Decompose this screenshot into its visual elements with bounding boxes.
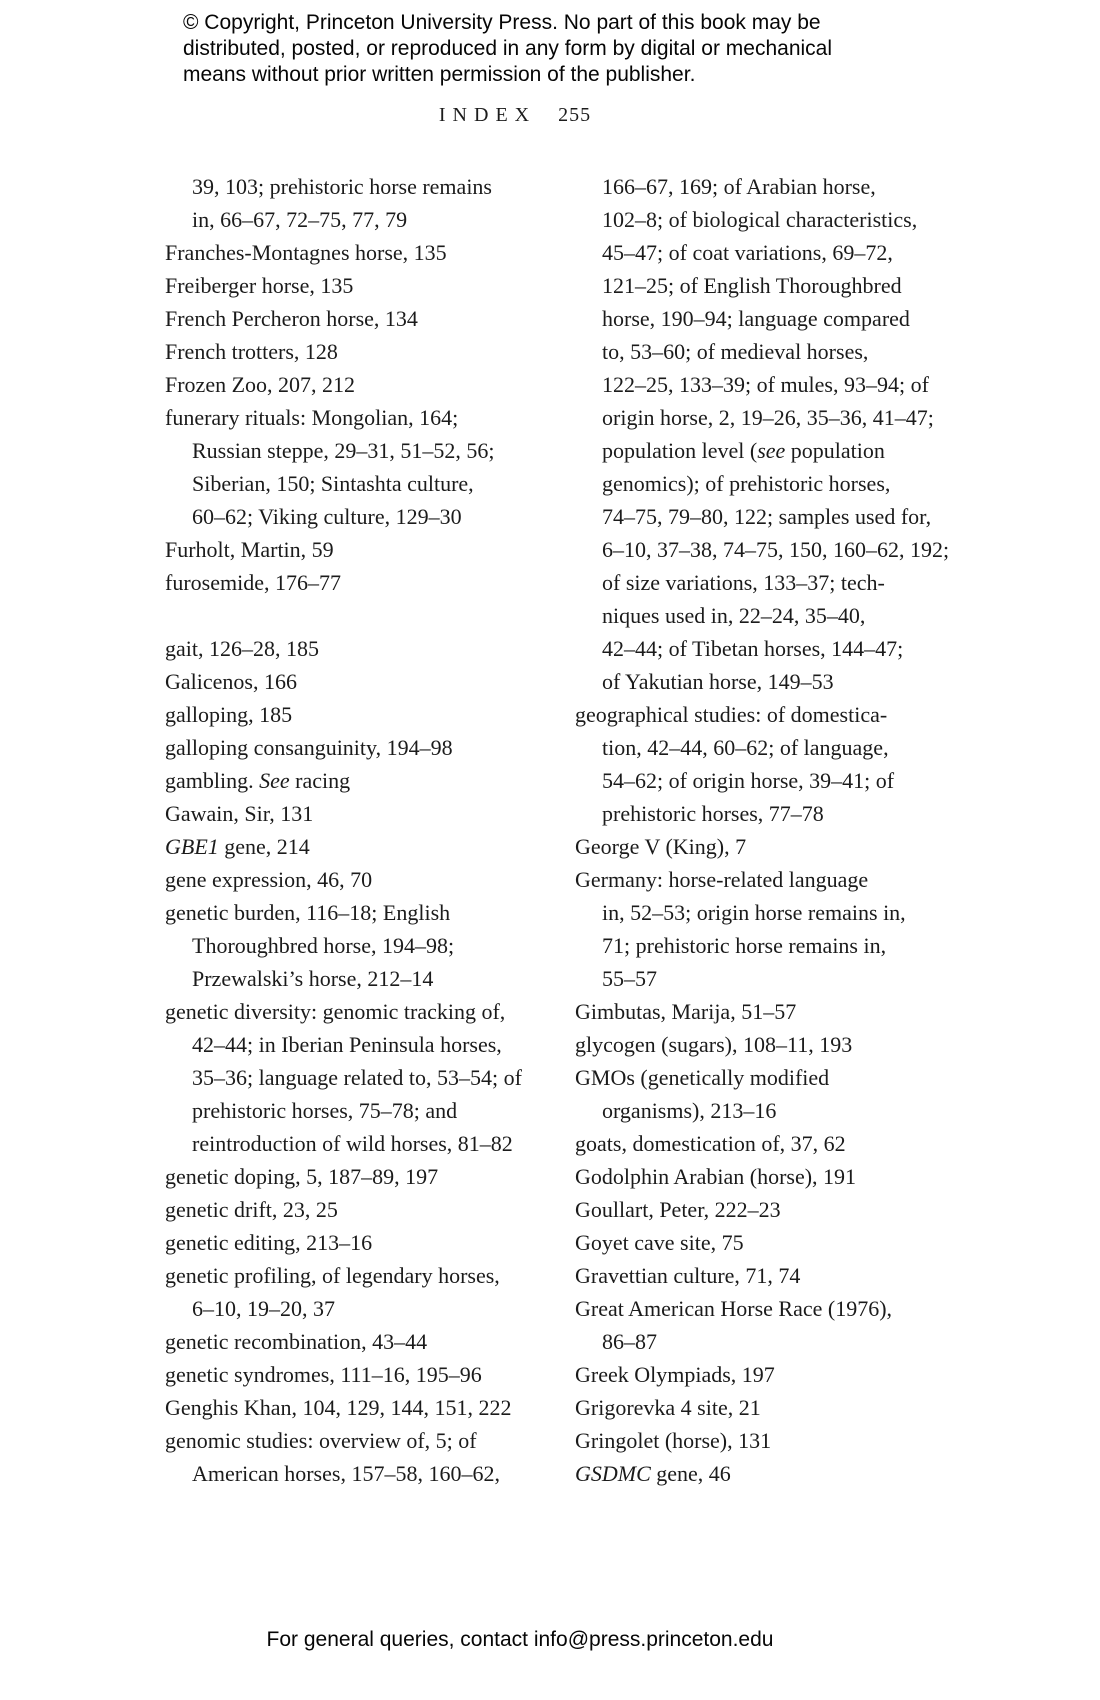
index-text: goats, domestication of, 37, 62 bbox=[575, 1131, 846, 1156]
index-text: niques used in, 22–24, 35–40, bbox=[602, 603, 866, 628]
index-line bbox=[575, 929, 915, 962]
index-text: Gawain, Sir, 131 bbox=[165, 801, 314, 826]
index-line bbox=[575, 401, 934, 434]
index-text: Great American Horse Race (1976), bbox=[575, 1296, 893, 1321]
index-line bbox=[165, 1325, 537, 1358]
index-line bbox=[165, 632, 537, 665]
index-text: Russian steppe, 29–31, 51–52, 56; bbox=[192, 438, 495, 463]
index-text: prehistoric horses, 77–78 bbox=[602, 801, 824, 826]
index-line bbox=[165, 236, 537, 269]
index-text: 74–75, 79–80, 122; samples used for, bbox=[602, 504, 932, 529]
index-text: in, 66–67, 72–75, 77, 79 bbox=[192, 207, 408, 232]
index-text: American horses, 157–58, 160–62, bbox=[192, 1461, 500, 1486]
index-line bbox=[165, 764, 537, 797]
index-text: 166–67, 169; of Arabian horse, bbox=[602, 174, 876, 199]
index-line bbox=[575, 1325, 915, 1358]
index-text: Gringolet (horse), 131 bbox=[575, 1428, 772, 1453]
index-line bbox=[165, 467, 537, 500]
index-text: in, 52–53; origin horse remains in, bbox=[602, 900, 906, 925]
index-line bbox=[165, 533, 537, 566]
index-text: Germany: horse-related language bbox=[575, 867, 869, 892]
index-line bbox=[165, 434, 537, 467]
index-line bbox=[165, 170, 537, 203]
copyright-line: distributed, posted, or reproduced in any form by digital or mechanical bbox=[183, 37, 833, 60]
index-blank-line bbox=[165, 599, 537, 632]
index-line bbox=[165, 1094, 537, 1127]
index-column-left bbox=[165, 170, 537, 1490]
index-text: galloping consanguinity, 194–98 bbox=[165, 735, 453, 760]
index-text: Greek Olympiads, 197 bbox=[575, 1362, 775, 1387]
index-text: Gravettian culture, 71, 74 bbox=[575, 1263, 801, 1288]
index-text: gene, 214 bbox=[218, 834, 310, 859]
index-line bbox=[165, 1424, 537, 1457]
index-line bbox=[575, 1226, 915, 1259]
index-line bbox=[575, 1061, 915, 1094]
index-line bbox=[165, 1259, 537, 1292]
index-line bbox=[165, 1226, 537, 1259]
index-line bbox=[165, 566, 537, 599]
index-line bbox=[575, 1094, 915, 1127]
index-text: racing bbox=[289, 768, 351, 793]
index-text: 45–47; of coat variations, 69–72, bbox=[602, 240, 893, 265]
index-line bbox=[165, 335, 537, 368]
index-text: Grigorevka 4 site, 21 bbox=[575, 1395, 761, 1420]
index-line bbox=[575, 1259, 915, 1292]
index-text: genetic syndromes, 111–16, 195–96 bbox=[165, 1362, 482, 1387]
index-line bbox=[165, 1457, 537, 1490]
index-line bbox=[165, 1292, 537, 1325]
index-line bbox=[165, 1061, 537, 1094]
index-line bbox=[165, 1160, 537, 1193]
index-line bbox=[165, 269, 537, 302]
index-text: genetic diversity: genomic tracking of, bbox=[165, 999, 506, 1024]
index-text: 6–10, 19–20, 37 bbox=[192, 1296, 335, 1321]
index-line bbox=[165, 500, 537, 533]
index-text: population bbox=[785, 438, 885, 463]
index-line bbox=[575, 632, 915, 665]
index-text: 42–44; of Tibetan horses, 144–47; bbox=[602, 636, 904, 661]
index-line bbox=[165, 401, 537, 434]
copyright-line: means without prior written permission of the publisher. bbox=[183, 63, 696, 86]
index-text: horse, 190–94; language compared bbox=[602, 306, 910, 331]
footer-contact-line: For general queries, contact info@press.princeton.edu bbox=[266, 1628, 774, 1651]
index-text: geographical studies: of domestica- bbox=[575, 702, 888, 727]
index-line bbox=[575, 731, 915, 764]
index-line bbox=[165, 665, 537, 698]
index-term-italic: GSDMC bbox=[575, 1461, 651, 1486]
index-text: galloping, 185 bbox=[165, 702, 293, 727]
index-line bbox=[575, 566, 915, 599]
index-text: 35–36; language related to, 53–54; of bbox=[192, 1065, 522, 1090]
index-line bbox=[575, 1193, 915, 1226]
index-text: 55–57 bbox=[602, 966, 657, 991]
index-term-italic: GBE1 bbox=[165, 834, 219, 859]
index-line bbox=[165, 962, 537, 995]
index-text: genetic drift, 23, 25 bbox=[165, 1197, 338, 1222]
index-text: gene, 46 bbox=[650, 1461, 731, 1486]
index-line bbox=[575, 467, 915, 500]
index-text: 42–44; in Iberian Peninsula horses, bbox=[192, 1032, 502, 1057]
index-text: organisms), 213–16 bbox=[602, 1098, 777, 1123]
index-text: tion, 42–44, 60–62; of language, bbox=[602, 735, 889, 760]
index-line bbox=[575, 368, 929, 401]
index-term-italic: see bbox=[757, 438, 786, 463]
index-text: George V (King), 7 bbox=[575, 834, 747, 859]
index-line bbox=[575, 1028, 915, 1061]
index-line bbox=[165, 731, 537, 764]
index-line bbox=[165, 1391, 537, 1424]
index-line bbox=[575, 1292, 915, 1325]
index-text: Galicenos, 166 bbox=[165, 669, 297, 694]
index-text: gambling. bbox=[165, 768, 260, 793]
index-text: genomics); of prehistoric horses, bbox=[602, 471, 891, 496]
index-text: reintroduction of wild horses, 81–82 bbox=[192, 1131, 513, 1156]
index-text: 86–87 bbox=[602, 1329, 657, 1354]
index-line bbox=[165, 797, 537, 830]
index-line bbox=[575, 1160, 915, 1193]
index-text: 60–62; Viking culture, 129–30 bbox=[192, 504, 462, 529]
index-line bbox=[165, 698, 537, 731]
index-text: Goyet cave site, 75 bbox=[575, 1230, 744, 1255]
index-line bbox=[165, 1193, 537, 1226]
index-text: gene expression, 46, 70 bbox=[165, 867, 373, 892]
index-text: gait, 126–28, 185 bbox=[165, 636, 319, 661]
index-text: 39, 103; prehistoric horse remains bbox=[192, 174, 492, 199]
index-text: funerary rituals: Mongolian, 164; bbox=[165, 405, 459, 430]
index-text: Przewalski’s horse, 212–14 bbox=[192, 966, 434, 991]
index-text: of size variations, 133–37; tech- bbox=[602, 570, 885, 595]
index-line bbox=[165, 830, 537, 863]
index-line bbox=[165, 1028, 537, 1061]
index-text: Thoroughbred horse, 194–98; bbox=[192, 933, 455, 958]
index-heading: INDEX bbox=[438, 104, 537, 126]
index-text: genetic recombination, 43–44 bbox=[165, 1329, 428, 1354]
index-line bbox=[575, 302, 915, 335]
index-line bbox=[575, 830, 915, 863]
index-text: of Yakutian horse, 149–53 bbox=[602, 669, 834, 694]
index-line bbox=[575, 1424, 915, 1457]
index-text: 122–25, 133–39; of mules, 93–94; of bbox=[602, 372, 929, 397]
index-text: Godolphin Arabian (horse), 191 bbox=[575, 1164, 857, 1189]
index-line bbox=[575, 797, 915, 830]
index-line bbox=[165, 896, 537, 929]
index-line bbox=[165, 929, 537, 962]
index-text: GMOs (genetically modified bbox=[575, 1065, 830, 1090]
index-line bbox=[165, 1358, 537, 1391]
index-line bbox=[575, 533, 950, 566]
index-text: Siberian, 150; Sintashta culture, bbox=[192, 471, 474, 496]
index-text: 121–25; of English Thoroughbred bbox=[602, 273, 902, 298]
index-text: genetic doping, 5, 187–89, 197 bbox=[165, 1164, 439, 1189]
copyright-line: © Copyright, Princeton University Press. No part of this book may be bbox=[183, 11, 821, 34]
index-text: 6–10, 37–38, 74–75, 150, 160–62, 192; bbox=[602, 537, 950, 562]
index-line bbox=[575, 1127, 915, 1160]
page-number: 255 bbox=[558, 104, 592, 126]
copyright-notice bbox=[183, 10, 832, 88]
index-text: genetic burden, 116–18; English bbox=[165, 900, 451, 925]
index-line bbox=[575, 896, 915, 929]
index-line bbox=[575, 434, 915, 467]
index-line bbox=[575, 995, 915, 1028]
index-text: genomic studies: overview of, 5; of bbox=[165, 1428, 477, 1453]
index-line bbox=[575, 698, 915, 731]
index-text: Furholt, Martin, 59 bbox=[165, 537, 334, 562]
index-line bbox=[575, 1391, 915, 1424]
index-line bbox=[575, 269, 915, 302]
index-text: furosemide, 176–77 bbox=[165, 570, 341, 595]
index-text: population level ( bbox=[602, 438, 758, 463]
index-text: French Percheron horse, 134 bbox=[165, 306, 418, 331]
index-line bbox=[575, 203, 918, 236]
index-text: Frozen Zoo, 207, 212 bbox=[165, 372, 356, 397]
index-text: Genghis Khan, 104, 129, 144, 151, 222 bbox=[165, 1395, 512, 1420]
index-line bbox=[575, 236, 915, 269]
index-text: origin horse, 2, 19–26, 35–36, 41–47; bbox=[602, 405, 934, 430]
index-text: glycogen (sugars), 108–11, 193 bbox=[575, 1032, 853, 1057]
index-text: 102–8; of biological characteristics, bbox=[602, 207, 918, 232]
index-column-right bbox=[575, 170, 950, 1490]
index-line bbox=[575, 962, 915, 995]
index-line bbox=[165, 995, 537, 1028]
index-line bbox=[575, 599, 915, 632]
index-term-italic: See bbox=[259, 768, 290, 793]
index-line bbox=[575, 1457, 915, 1490]
index-text: Franches-Montagnes horse, 135 bbox=[165, 240, 447, 265]
index-line bbox=[575, 335, 915, 368]
index-text: French trotters, 128 bbox=[165, 339, 338, 364]
index-line bbox=[165, 203, 537, 236]
index-text: 54–62; of origin horse, 39–41; of bbox=[602, 768, 895, 793]
index-text: genetic profiling, of legendary horses, bbox=[165, 1263, 500, 1288]
index-line bbox=[165, 302, 537, 335]
index-text: Goullart, Peter, 222–23 bbox=[575, 1197, 781, 1222]
index-text: to, 53–60; of medieval horses, bbox=[602, 339, 869, 364]
index-line bbox=[575, 170, 915, 203]
index-line bbox=[165, 368, 537, 401]
index-line bbox=[575, 764, 915, 797]
index-text: genetic editing, 213–16 bbox=[165, 1230, 373, 1255]
index-line bbox=[165, 1127, 537, 1160]
index-text: Freiberger horse, 135 bbox=[165, 273, 354, 298]
index-text: prehistoric horses, 75–78; and bbox=[192, 1098, 458, 1123]
running-head bbox=[165, 104, 865, 127]
index-line bbox=[165, 863, 537, 896]
index-line bbox=[575, 1358, 915, 1391]
index-text: Gimbutas, Marija, 51–57 bbox=[575, 999, 797, 1024]
index-text: 71; prehistoric horse remains in, bbox=[602, 933, 887, 958]
index-line bbox=[575, 500, 932, 533]
index-line bbox=[575, 863, 915, 896]
index-line bbox=[575, 665, 915, 698]
